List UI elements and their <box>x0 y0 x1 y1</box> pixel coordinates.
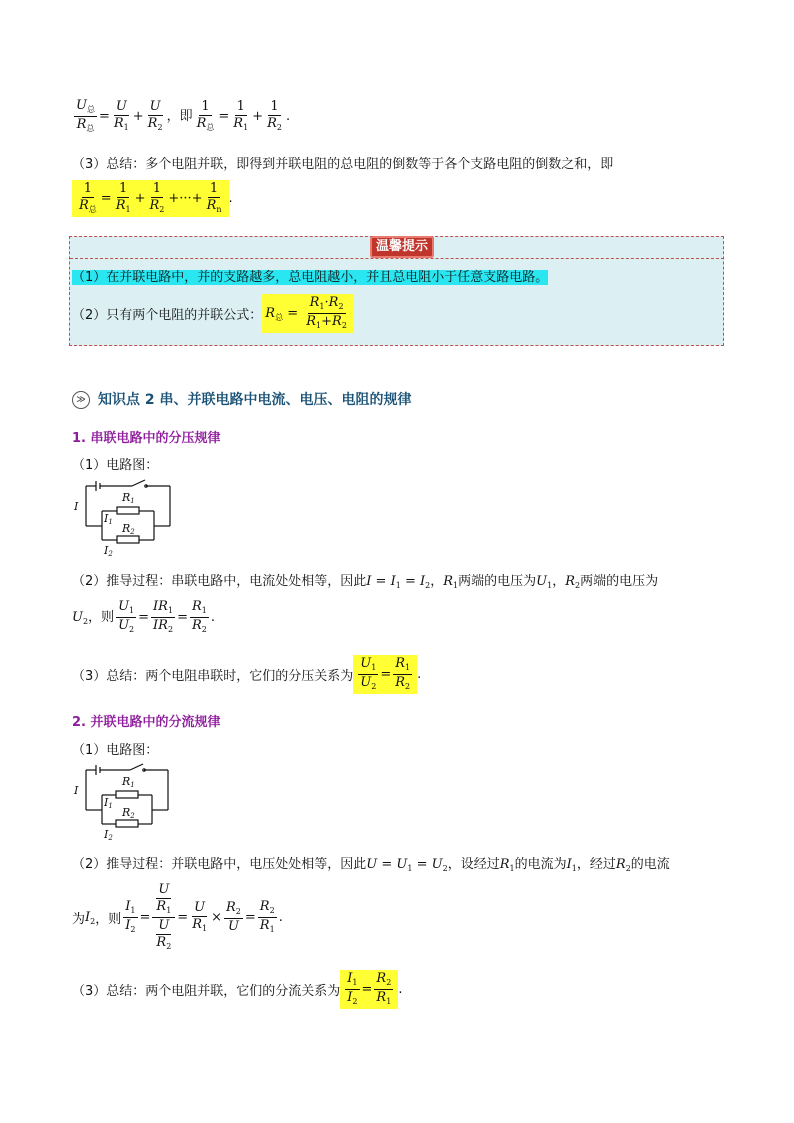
svg-text:R1: R1 <box>122 491 135 505</box>
series-derivation-line-1: （2）推导过程：串联电路中，电流处处相等，因此$I = I_1 = I_2$，$R_1$两端的电压为$U_1$，$R_2$两端的电压为 <box>72 574 659 590</box>
section-title: ≫ 知识点 2 串、并联电路中电流、电压、电阻的规律 <box>72 389 412 409</box>
parallel-derivation-line-2: 为$I_2$，则 $\frac{I_1}{I_2}$ = $\frac{\frac{U}{R_1}}{\frac{U}{R_2}}$ = $\frac{U}{R_1}$ × $\frac{R_2}{U}$ = $\frac{R_2}{R_1}$ . <box>72 882 283 952</box>
svg-text:I: I <box>74 784 79 797</box>
fraction: $\frac{U_总}{R_总}$ <box>76 98 95 133</box>
svg-text:R2: R2 <box>122 806 135 820</box>
highlighted-formula: $R_总$ = $\frac{R_1\cdot R_2}{R_1+R_2}$ <box>262 294 354 333</box>
formula-line-parallel-derivation: $\frac{U_总}{R_总}$ = $\frac{U}{R_1}$ + $\frac{U}{R_2}$ ，即 $\frac{1}{R_总}$ = $\frac{1}{R_1}$ + $\frac{1}{R_2}$ . <box>76 98 291 133</box>
svg-text:I1: I1 <box>104 796 113 810</box>
cyan-highlight: （1）在并联电路中，并的支路越多，总电阻越小，并且总电阻小于任意支路电路。 <box>72 270 549 285</box>
parallel-derivation-line-1: （2）推导过程：并联电路中，电压处处相等，因此$U = U_1 = U_2$，设经过$R_1$的电流为$I_1$，经过$R_2$的电流 <box>72 857 670 873</box>
series-heading: 1. 串联电路中的分压规律 <box>72 431 221 446</box>
parallel-heading: 2. 并联电路中的分流规律 <box>72 715 221 730</box>
highlighted-formula: $\frac{1}{R_总}$ = $\frac{1}{R_1}$ + $\frac{1}{R_2}$ +···+ $\frac{1}{R_n}$ <box>72 180 229 217</box>
formula-reciprocal-sum: $\frac{1}{R_总}$ = $\frac{1}{R_1}$ + $\frac{1}{R_2}$ +···+ $\frac{1}{R_n}$ . <box>72 180 233 217</box>
svg-text:I1: I1 <box>104 512 113 526</box>
svg-text:I2: I2 <box>104 828 113 842</box>
parallel-summary: （3）总结：两个电阻并联，它们的分流关系为 $\frac{I_1}{I_2}$ = $\frac{R_2}{R_1}$ . <box>72 970 402 1009</box>
svg-text:R2: R2 <box>122 522 135 536</box>
summary-parallel-total-resistance: （3）总结：多个电阻并联，即得到并联电阻的总电阻的倒数等于各个支路电阻的倒数之和，即 <box>72 157 614 172</box>
tip-divider <box>70 258 724 259</box>
tip-item-1 <box>72 266 548 285</box>
highlighted-formula: $\frac{U_1}{U_2}$ = $\frac{R_1}{R_2}$ <box>353 655 417 694</box>
tip-item-2: （2）只有两个电阻的并联公式： $R_总$ = $\frac{R_1\cdot R_2}{R_1+R_2}$ <box>72 294 354 333</box>
series-derivation-line-2: $U_2$，则 $\frac{U_1}{U_2}$ = $\frac{IR_1}{IR_2}$ = $\frac{R_1}{R_2}$ . <box>72 599 216 634</box>
highlighted-formula: $\frac{I_1}{I_2}$ = $\frac{R_2}{R_1}$ <box>340 970 398 1009</box>
svg-text:R1: R1 <box>122 775 135 789</box>
circled-chevron-icon: ≫ <box>72 391 90 409</box>
tip-badge: 温馨提示 <box>370 236 434 258</box>
svg-text:I: I <box>74 500 79 513</box>
parallel-circuit-diagram <box>72 762 176 842</box>
series-diagram-label: （1）电路图： <box>72 458 159 473</box>
series-circuit-diagram <box>72 476 176 558</box>
parallel-diagram-label: （1）电路图： <box>72 743 159 758</box>
formula-separator: ，即 <box>166 108 193 124</box>
svg-text:I2: I2 <box>104 544 113 558</box>
series-summary: （3）总结：两个电阻串联时，它们的分压关系为 $\frac{U_1}{U_2}$ = $\frac{R_1}{R_2}$ . <box>72 655 421 694</box>
